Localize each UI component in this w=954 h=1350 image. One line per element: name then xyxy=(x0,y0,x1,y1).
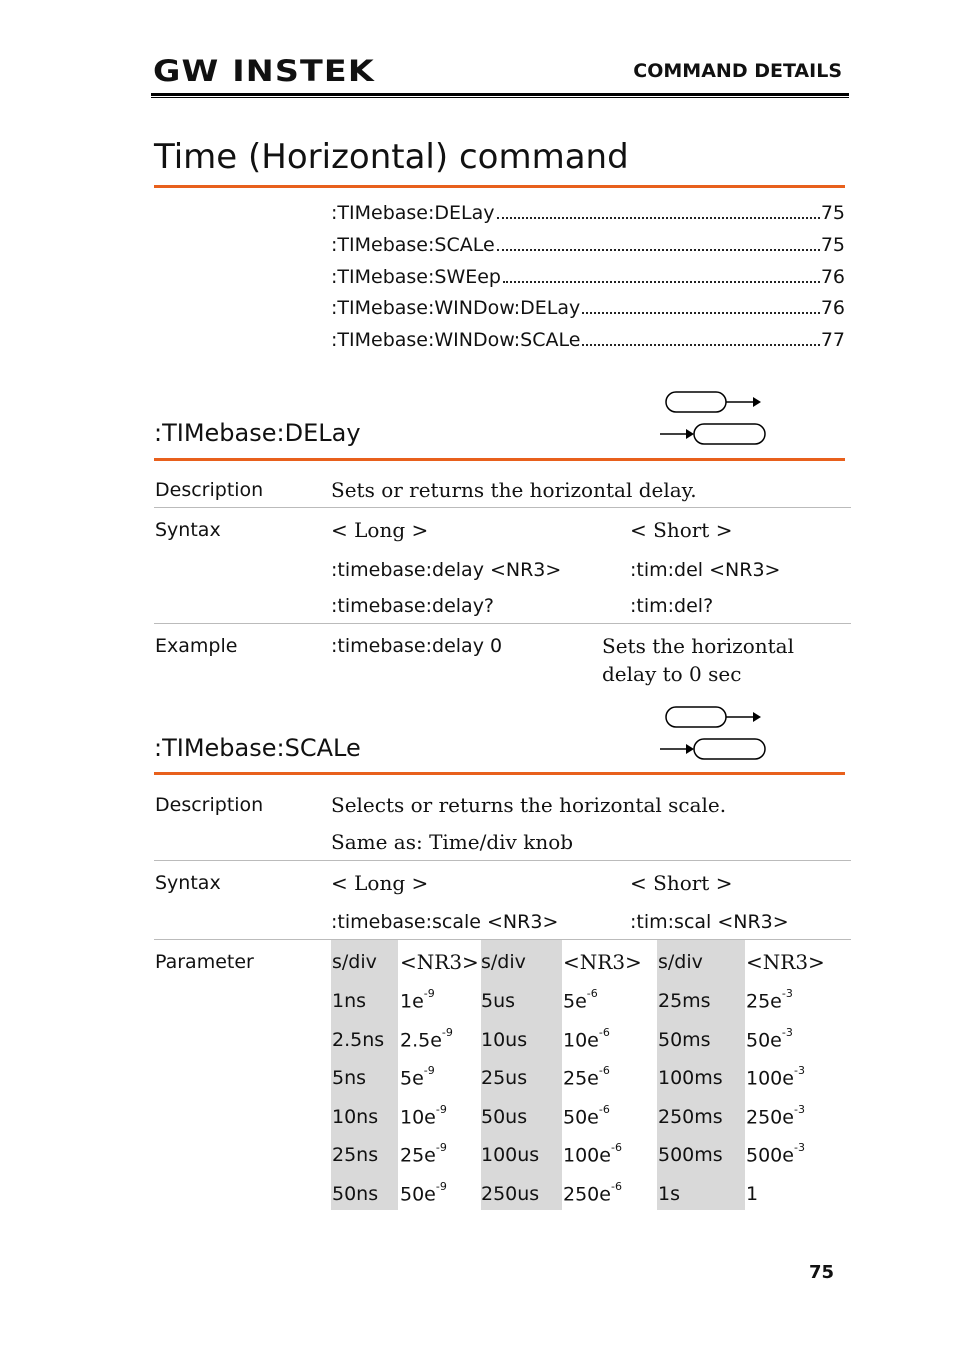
param-cell-mantissa: 1 xyxy=(746,1183,759,1205)
page-number: 75 xyxy=(808,1262,834,1283)
param-cell-mantissa: 100e xyxy=(563,1144,611,1167)
param-column-header: s/div xyxy=(481,951,526,973)
param-cell: 10ns xyxy=(332,1106,379,1128)
param-cell-exponent: -9 xyxy=(423,1064,435,1077)
parameter-label: Parameter xyxy=(155,951,254,973)
param-cell: 50ns xyxy=(332,1183,379,1205)
param-cell-mantissa: 100e xyxy=(746,1067,794,1090)
param-cell: 250us xyxy=(481,1183,540,1205)
param-cell xyxy=(563,1064,610,1090)
param-cell-mantissa: 25e xyxy=(400,1144,436,1167)
param-cell xyxy=(400,987,435,1013)
syntax-long-header: < Long > xyxy=(331,871,429,895)
param-cell xyxy=(746,1141,805,1167)
param-cell-mantissa: 25e xyxy=(746,990,782,1013)
toc-entry-page: 77 xyxy=(820,329,845,351)
header-rule-thin xyxy=(151,97,849,98)
param-cell: 1ns xyxy=(332,990,367,1012)
toc-entry-text: :TIMebase:SWEep xyxy=(331,266,501,288)
param-cell: 5us xyxy=(481,990,516,1012)
param-cell-mantissa: 10e xyxy=(400,1106,436,1129)
param-cell-mantissa: 50e xyxy=(563,1106,599,1129)
param-column-header: s/div xyxy=(658,951,703,973)
syntax-label: Syntax xyxy=(155,872,221,894)
param-cell: 100ms xyxy=(658,1067,723,1089)
param-cell: 50ms xyxy=(658,1029,711,1051)
toc-entry-text: :TIMebase:WINDow:DELay xyxy=(331,297,581,319)
toc-leader xyxy=(582,312,820,314)
toc-entry-text: :TIMebase:DELay xyxy=(331,202,495,224)
set-query-icon xyxy=(655,703,771,765)
param-cell-exponent: -9 xyxy=(423,987,435,1000)
param-cell-mantissa: 5e xyxy=(400,1067,424,1090)
param-column-header: <NR3> xyxy=(746,950,825,974)
param-cell: 25ns xyxy=(332,1144,379,1166)
param-cell-mantissa: 25e xyxy=(563,1067,599,1090)
param-cell xyxy=(746,987,793,1013)
brand-logo: GW INSTEK xyxy=(153,54,375,88)
section-underline xyxy=(154,772,845,775)
syntax-long-query: :timebase:delay? xyxy=(331,595,495,617)
param-cell-mantissa: 1e xyxy=(400,990,424,1013)
syntax-short-header: < Short > xyxy=(630,871,733,895)
row-divider xyxy=(154,623,851,624)
param-cell-mantissa: 250e xyxy=(746,1106,794,1129)
row-divider xyxy=(154,507,851,508)
section-underline xyxy=(154,458,845,461)
param-cell: 1s xyxy=(658,1183,680,1205)
syntax-short-set: :tim:scal <NR3> xyxy=(630,911,789,933)
syntax-long-set: :timebase:scale <NR3> xyxy=(331,911,559,933)
toc-leader xyxy=(497,217,820,219)
param-cell-exponent: -3 xyxy=(781,987,793,1000)
param-cell-mantissa: 10e xyxy=(563,1029,599,1052)
section-heading-scale: :TIMebase:SCALe xyxy=(154,734,361,762)
toc-entry[interactable] xyxy=(331,266,845,288)
param-cell-exponent: -6 xyxy=(610,1141,622,1154)
param-cell: 25us xyxy=(481,1067,528,1089)
syntax-short-header: < Short > xyxy=(630,518,733,542)
param-cell: 100us xyxy=(481,1144,540,1166)
param-cell-mantissa: 50e xyxy=(400,1183,436,1206)
param-cell-mantissa: 250e xyxy=(563,1183,611,1206)
toc-entry[interactable] xyxy=(331,202,845,224)
toc-entry[interactable] xyxy=(331,329,845,351)
toc-leader xyxy=(497,249,820,251)
param-cell: 5ns xyxy=(332,1067,367,1089)
param-cell xyxy=(746,1026,793,1052)
syntax-long-header: < Long > xyxy=(331,518,429,542)
set-query-icon xyxy=(655,388,771,450)
param-cell xyxy=(746,1183,758,1205)
description-text: Same as: Time/div knob xyxy=(331,830,574,854)
param-cell xyxy=(400,1026,453,1052)
toc-leader xyxy=(582,344,819,346)
param-cell-exponent: -6 xyxy=(610,1180,622,1193)
row-divider xyxy=(154,860,851,861)
param-cell xyxy=(563,987,598,1013)
description-text: Sets or returns the horizontal delay. xyxy=(331,478,697,502)
toc-entry-page: 76 xyxy=(820,266,845,288)
page-title: Time (Horizontal) command xyxy=(154,137,629,177)
toc-leader xyxy=(503,281,820,283)
param-cell xyxy=(563,1141,622,1167)
header-rule xyxy=(151,93,849,96)
description-label: Description xyxy=(155,794,264,816)
example-label: Example xyxy=(155,635,238,657)
param-cell-exponent: -3 xyxy=(781,1026,793,1039)
param-cell-exponent: -6 xyxy=(598,1103,610,1116)
param-cell xyxy=(400,1103,447,1129)
description-text: Selects or returns the horizontal scale. xyxy=(331,793,727,817)
syntax-short-set: :tim:del <NR3> xyxy=(630,559,781,581)
param-cell: 50us xyxy=(481,1106,528,1128)
param-cell-mantissa: 5e xyxy=(563,990,587,1013)
section-header: COMMAND DETAILS xyxy=(633,60,842,82)
title-underline xyxy=(154,185,845,188)
toc-entry-text: :TIMebase:SCALe xyxy=(331,234,495,256)
param-column-header: <NR3> xyxy=(400,950,479,974)
param-cell xyxy=(746,1103,805,1129)
param-cell: 500ms xyxy=(658,1144,723,1166)
param-cell-exponent: -9 xyxy=(435,1103,447,1116)
param-cell: 2.5ns xyxy=(332,1029,385,1051)
section-heading-delay: :TIMebase:DELay xyxy=(154,419,361,447)
param-cell-exponent: -3 xyxy=(793,1141,805,1154)
syntax-short-query: :tim:del? xyxy=(630,595,714,617)
param-cell: 25ms xyxy=(658,990,711,1012)
toc-entry-text: :TIMebase:WINDow:SCALe xyxy=(331,329,581,351)
param-cell xyxy=(400,1180,447,1206)
param-cell-mantissa: 50e xyxy=(746,1029,782,1052)
example-description: Sets the horizontal xyxy=(602,634,795,658)
toc-entry[interactable] xyxy=(331,297,845,319)
description-label: Description xyxy=(155,479,264,501)
param-cell xyxy=(400,1141,447,1167)
param-cell xyxy=(563,1180,622,1206)
toc-entry-page: 75 xyxy=(820,234,845,256)
example-command: :timebase:delay 0 xyxy=(331,635,503,657)
example-description: delay to 0 sec xyxy=(602,662,742,686)
param-cell xyxy=(746,1064,805,1090)
syntax-label: Syntax xyxy=(155,519,221,541)
param-column-header: <NR3> xyxy=(563,950,642,974)
param-cell-mantissa: 2.5e xyxy=(400,1029,442,1052)
param-cell-exponent: -9 xyxy=(441,1026,453,1039)
param-cell: 250ms xyxy=(658,1106,723,1128)
toc-entry-page: 76 xyxy=(820,297,845,319)
param-cell-exponent: -9 xyxy=(435,1141,447,1154)
param-cell-exponent: -6 xyxy=(598,1064,610,1077)
param-cell-exponent: -3 xyxy=(793,1103,805,1116)
param-cell-exponent: -6 xyxy=(586,987,598,1000)
param-cell-exponent: -9 xyxy=(435,1180,447,1193)
param-cell xyxy=(563,1103,610,1129)
syntax-long-set: :timebase:delay <NR3> xyxy=(331,559,562,581)
toc-entry[interactable] xyxy=(331,234,845,256)
param-cell xyxy=(400,1064,435,1090)
param-cell: 10us xyxy=(481,1029,528,1051)
param-cell-exponent: -3 xyxy=(793,1064,805,1077)
param-cell-exponent: -6 xyxy=(598,1026,610,1039)
param-cell xyxy=(563,1026,610,1052)
toc-entry-page: 75 xyxy=(820,202,845,224)
param-column-header: s/div xyxy=(332,951,377,973)
param-cell-mantissa: 500e xyxy=(746,1144,794,1167)
